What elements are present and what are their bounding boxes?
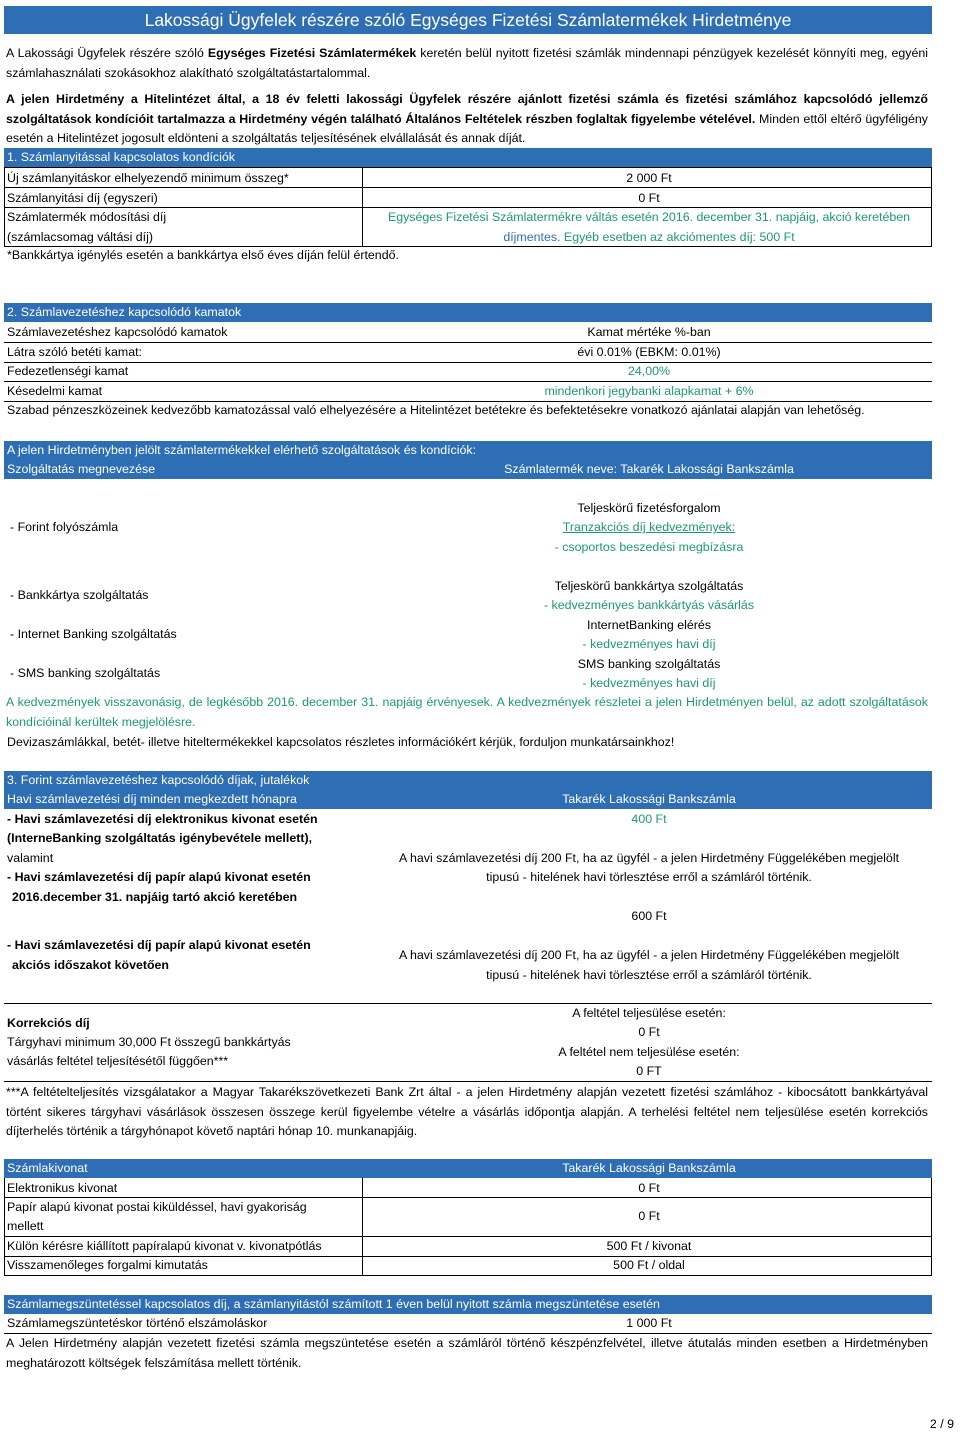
services-header: A jelen Hirdetményben jelölt számlatermékekkel elérhető szolgáltatások és kondíciók: xyxy=(4,441,932,460)
services-note-2: Devizaszámlákkal, betét- illetve hiteltermékekkel kapcsolatos részletes információkért kérjük, forduljon munkatársainkhoz! xyxy=(7,735,675,749)
service-name: - SMS banking szolgáltatás xyxy=(10,666,161,680)
section1-row: Számlanyitási díj (egyszeri) 0 Ft xyxy=(7,191,660,205)
page-number: 2 / 9 xyxy=(929,1417,954,1431)
closure-row: Számlamegszüntetéskor történő elszámoláskor 1 000 Ft xyxy=(4,1314,932,1334)
fee-block-1-value: 400 Ft xyxy=(631,812,667,826)
fee-block-2-value: 600 Ft xyxy=(631,909,667,923)
statement-row: Külön kérésre kiállított papíralapú kivonat v. kivonatpótlás 500 Ft / kivonat xyxy=(7,1239,692,1253)
statement-row-value: 0 Ft xyxy=(638,1209,660,1223)
statement-row: Elektronikus kivonat 0 Ft xyxy=(7,1181,660,1195)
fee-block-1-desc: A havi számlavezetési díj 200 Ft, ha az ügyfél - a jelen Hirdetmény Függelékében megjelölt xyxy=(398,851,900,865)
section1-row: Új számlanyitáskor elhelyezendő minimum összeg* 2 000 Ft xyxy=(7,171,672,185)
section3-note: ***A feltételteljesítés vizsgálatakor a Magyar Takarékszövetkezeti Bank Zrt által - a jelen Hirdetmény alapján vezetett fizetési számlához - kibocsátott bankkártyával történt sikeres tárgyhavi vásárlások összesen összege kerül figyelembe vételre a vásárlás időpontja alapján. A terhelési feltétel nem teljesülése esetén korrekciós díjterhelés történik a tárgyhónapot követő naptári hónap 10. munkanapjáig. xyxy=(6,1085,928,1138)
section2-row: Látra szóló betéti kamat: évi 0.01% (EBKM: 0.01%) xyxy=(4,343,932,363)
service-detail: Tranzakciós díj kedvezmények: xyxy=(562,520,736,534)
correction-fee-title: Korrekciós díj xyxy=(7,1016,90,1030)
service-detail: - kedvezményes havi díj xyxy=(582,676,716,690)
service-detail: Teljeskörű fizetésforgalom xyxy=(577,501,721,515)
service-detail: InternetBanking elérés xyxy=(587,618,711,632)
correction-fee-desc: vásárlás feltétel teljesítésétől függően*** xyxy=(7,1054,229,1068)
section3-header: 3. Forint számlavezetéshez kapcsolódó díjak, jutalékok xyxy=(4,771,932,790)
correction-fee-cond: A feltétel nem teljesülése esetén: xyxy=(558,1045,740,1059)
fee-block-1-line: 2016.december 31. napjáig tartó akció keretében xyxy=(12,890,298,904)
modification-fee-row: Számlatermék módosítási díj Egységes Fizetési Számlatermékre váltás esetén 2016. december 31. napjáig, akció keretében xyxy=(7,210,911,224)
fee-block-1-line: valamint xyxy=(7,851,54,865)
statement-col-headers: Számlakivonat Takarék Lakossági Bankszámla xyxy=(4,1159,932,1178)
service-name: - Forint folyószámla xyxy=(10,520,119,534)
service-detail: SMS banking szolgáltatás xyxy=(577,657,721,671)
closure-header: Számlamegszüntetéssel kapcsolatos díj, a számlanyitástól számított 1 éven belül nyitott számla megszüntetése esetén xyxy=(4,1295,932,1314)
service-detail: Teljeskörű bankkártya szolgáltatás xyxy=(554,579,744,593)
fee-block-2-desc: A havi számlavezetési díj 200 Ft, ha az ügyfél - a jelen Hirdetmény Függelékében megjelölt xyxy=(398,948,900,962)
section1-header: 1. Számlanyitással kapcsolatos kondíciók xyxy=(4,148,932,167)
correction-fee-desc: Tárgyhavi minimum 30,000 Ft összegű bankkártyás xyxy=(7,1035,291,1049)
section2-col-headers: Számlavezetéshez kapcsolódó kamatok Kamat mértéke %-ban xyxy=(4,323,932,343)
service-detail: - kedvezményes havi díj xyxy=(582,637,716,651)
service-name: - Bankkártya szolgáltatás xyxy=(10,588,149,602)
section2-row: Késedelmi kamat mindenkori jegybanki alapkamat + 6% xyxy=(4,382,932,402)
fee-block-1-line: - Havi számlavezetési díj elektronikus kivonat esetén xyxy=(7,812,318,826)
section2-row: Fedezetlenségi kamat 24,00% xyxy=(4,362,932,382)
statement-row: mellett xyxy=(7,1219,44,1233)
intro-paragraph-2: A jelen Hirdetmény a Hitelintézet által, a 18 év feletti lakossági Ügyfelek részére ajánlott fizetési számla és fizetési számlához kapcsolódó jellemző szolgáltatások kondícióit tartalmazza a Hirdetmény végén található Általános Feltételek részben foglaltak figyelembe vételével. Minden ettől eltérő ügyféligény esetén a Hitelintézet jogosult eldönteni a szolgáltatás teljesítésének elvállalását és annak díját. xyxy=(6,92,929,145)
correction-fee-cond: 0 FT xyxy=(636,1064,662,1078)
fee-block-1-desc: tipusú - hitelének havi törlesztése erről a számláról történik. xyxy=(486,870,812,884)
services-col-headers: Szolgáltatás megnevezése Számlatermék neve: Takarék Lakossági Bankszámla xyxy=(4,460,932,479)
service-detail: - kedvezményes bankkártyás vásárlás xyxy=(543,598,755,612)
fee-block-2-desc: tipusú - hitelének havi törlesztése erről a számláról történik. xyxy=(486,968,812,982)
correction-fee-cond: A feltétel teljesülése esetén: xyxy=(572,1006,726,1020)
service-detail: - csoportos beszedési megbízásra xyxy=(554,540,744,554)
correction-fee-cond: 0 Ft xyxy=(638,1025,660,1039)
page-title: Lakossági Ügyfelek részére szóló Egységes Fizetési Számlatermékek Hirdetménye xyxy=(4,6,932,34)
fee-block-1-line: (InterneBanking szolgáltatás igénybevétele mellett), xyxy=(7,831,313,845)
fee-block-1-line: - Havi számlavezetési díj papír alapú kivonat esetén xyxy=(7,870,311,884)
service-name: - Internet Banking szolgáltatás xyxy=(10,627,177,641)
statement-row: Papír alapú kivonat postai kiküldéssel, havi gyakoriság xyxy=(7,1200,307,1214)
section2-header: 2. Számlavezetéshez kapcsolódó kamatok xyxy=(4,303,932,322)
section3-col-headers: Havi számlavezetési díj minden megkezdett hónapra Takarék Lakossági Bankszámla xyxy=(4,790,932,809)
modification-fee-row-2: (számlacsomag váltási díj) díjmentes. Egyéb esetben az akciómentes díj: 500 Ft xyxy=(7,230,795,244)
intro-paragraph-1: A Lakossági Ügyfelek részére szóló Egységes Fizetési Számlatermékek keretén belül nyitott fizetési számlák mindennapi pénzügyek kezelését könnyíti meg, egyéni számlahasználati szokásokhoz alakítható szolgáltatástartalommal. xyxy=(6,46,928,80)
services-note: A kedvezmények visszavonásig, de legkésőbb 2016. december 31. napjáig érvényesek. A kedvezmények részletei a jelen Hirdetményen belül, az adott szolgáltatások kondícióinál kerültek megjelölésre. xyxy=(6,695,928,729)
closure-note: A Jelen Hirdetmény alapján vezetett fizetési számla megszüntetése esetén a számláról történő készpénzfelvétel, illetve átutalás minden esetben a Hirdetményben meghatározott költségek felszámítása mellett történik. xyxy=(6,1336,928,1370)
section2-note: Szabad pénzeszközeinek kedvezőbb kamatozással való elhelyezésére a Hitelintézet betétekre és befektetésekre vonatkozó ajánlatai alapján van lehetőség. xyxy=(7,403,865,417)
fee-block-2-line: - Havi számlavezetési díj papír alapú kivonat esetén xyxy=(7,938,311,952)
section1-footnote: *Bankkártya igénylés esetén a bankkártya első éves díján felül értendő. xyxy=(7,248,399,262)
fee-block-2-line: akciós időszakot követően xyxy=(12,958,170,972)
statement-row: Visszamenőleges forgalmi kimutatás 500 Ft / oldal xyxy=(7,1258,685,1272)
